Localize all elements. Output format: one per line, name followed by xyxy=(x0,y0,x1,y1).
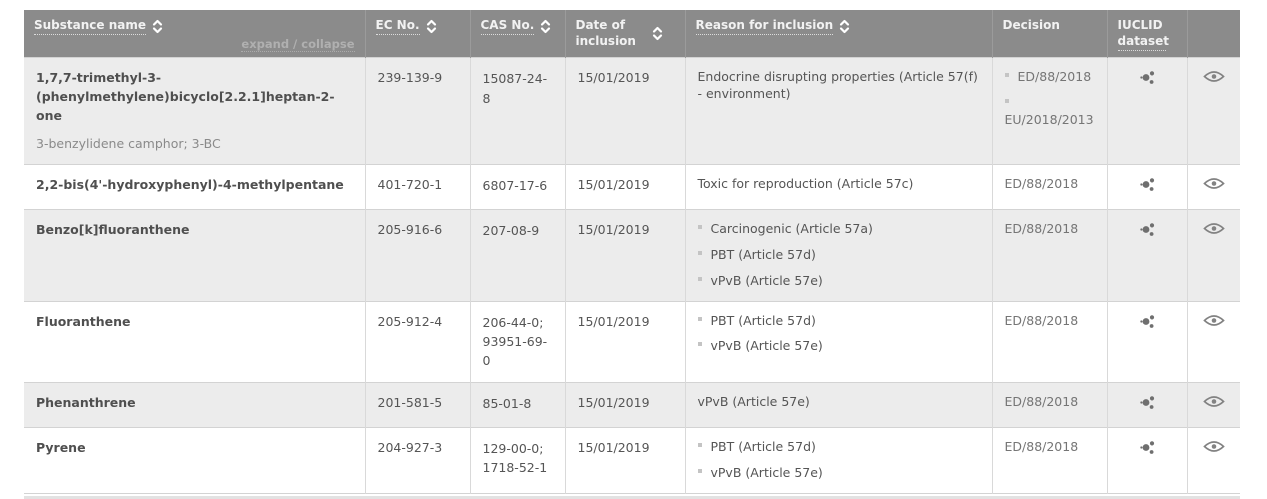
table-row xyxy=(24,301,1240,382)
view-details-eye-icon[interactable] xyxy=(1203,394,1225,409)
ec-number: 205-916-6 xyxy=(365,209,470,301)
iuclid-dataset-icon[interactable] xyxy=(1139,221,1156,238)
iuclid-dataset-icon[interactable] xyxy=(1139,69,1156,86)
cas-number-line: 85-01-8 xyxy=(482,395,532,411)
sort-chevrons-icon xyxy=(540,18,551,35)
reason-list xyxy=(698,313,980,356)
cas-number-line: 93951-69-0 xyxy=(482,333,548,369)
cas-number xyxy=(470,427,565,493)
date-of-inclusion: 15/01/2019 xyxy=(565,382,685,427)
reason-item: Carcinogenic (Article 57a) xyxy=(698,221,980,238)
view-details-eye-icon[interactable] xyxy=(1203,69,1225,84)
date-of-inclusion: 15/01/2019 xyxy=(565,58,685,164)
cas-number-line: 15087-24-8 xyxy=(482,71,548,106)
reason-item: vPvB (Article 57e) xyxy=(698,338,980,355)
view-details-eye-icon[interactable] xyxy=(1203,313,1225,328)
decision-item: EU/2018/2013 xyxy=(1005,95,1095,129)
sort-substance-name[interactable] xyxy=(34,17,355,35)
header-date-of-inclusion xyxy=(565,10,685,58)
ec-number: 204-927-3 xyxy=(365,427,470,493)
header-decision-label: Decision xyxy=(1002,18,1060,32)
ec-number: 239-139-9 xyxy=(365,58,470,164)
reason-item: Endocrine disrupting properties (Article 57(f) - environment) xyxy=(697,69,978,102)
decision-list xyxy=(1005,439,1095,456)
decision-item: ED/88/2018 xyxy=(1004,220,1079,236)
substance-name: Benzo[k]fluoranthene xyxy=(36,221,190,237)
decision-item: ED/88/2018 xyxy=(1004,175,1079,191)
ec-number: 205-912-4 xyxy=(365,301,470,382)
cas-number-line: 206-44-0; xyxy=(482,314,544,330)
ec-number: 201-581-5 xyxy=(365,382,470,427)
iuclid-dataset-icon[interactable] xyxy=(1139,394,1156,411)
decision-item: ED/88/2018 xyxy=(1004,312,1079,328)
header-row xyxy=(24,10,1240,58)
sort-chevrons-icon xyxy=(152,18,163,35)
decision-list xyxy=(1005,313,1095,330)
cas-number xyxy=(470,164,565,209)
substance-synonym: 3-benzylidene camphor; 3-BC xyxy=(36,135,221,151)
view-details-eye-icon[interactable] xyxy=(1203,439,1225,454)
next-row-edge xyxy=(24,496,1240,499)
substance-name: Phenanthrene xyxy=(36,394,136,410)
header-reason-label: Reason for inclusion xyxy=(696,17,834,35)
date-of-inclusion: 15/01/2019 xyxy=(565,301,685,382)
reason-list xyxy=(698,221,980,290)
reason-item: vPvB (Article 57e) xyxy=(697,393,810,409)
decision-item: ED/88/2018 xyxy=(1004,438,1079,454)
ec-number: 401-720-1 xyxy=(365,164,470,209)
header-substance-name xyxy=(24,10,365,58)
substance-name: 1,7,7-trimethyl-3-(phenylmethylene)bicyclo[2.2.1]heptan-2-one xyxy=(36,70,335,123)
decision-list xyxy=(1005,221,1095,238)
reason-item: vPvB (Article 57e) xyxy=(698,465,980,482)
view-details-eye-icon[interactable] xyxy=(1203,221,1225,236)
reason-item: vPvB (Article 57e) xyxy=(698,273,980,290)
decision-list xyxy=(1005,69,1095,129)
cas-number-line: 207-08-9 xyxy=(482,222,540,238)
table-row xyxy=(24,164,1240,209)
view-details-eye-icon[interactable] xyxy=(1203,176,1225,191)
header-actions xyxy=(1187,10,1240,58)
reason-item: PBT (Article 57d) xyxy=(698,247,980,264)
decision-item: ED/88/2018 xyxy=(1004,393,1079,409)
decision-item: ED/88/2018 xyxy=(1005,69,1095,86)
table-row xyxy=(24,382,1240,427)
expand-collapse-link[interactable]: expand / collapse xyxy=(241,37,355,52)
header-iuclid-label[interactable]: IUCLID dataset xyxy=(1118,17,1166,51)
header-substance-name-label: Substance name xyxy=(34,17,146,35)
header-cas-no xyxy=(470,10,565,58)
table-row xyxy=(24,427,1240,493)
date-of-inclusion: 15/01/2019 xyxy=(565,209,685,301)
iuclid-dataset-icon[interactable] xyxy=(1139,176,1156,193)
cas-number xyxy=(470,58,565,164)
reason-list xyxy=(698,394,980,411)
sort-chevrons-icon xyxy=(652,25,663,42)
substance-name: Pyrene xyxy=(36,439,86,455)
substance-name: 2,2-bis(4'-hydroxyphenyl)-4-methylpentane xyxy=(36,176,344,192)
reason-item: Toxic for reproduction (Article 57c) xyxy=(697,175,914,191)
table-row xyxy=(24,58,1240,164)
header-reason-for-inclusion xyxy=(685,10,992,58)
substance-name: Fluoranthene xyxy=(36,313,131,329)
date-of-inclusion: 15/01/2019 xyxy=(565,427,685,493)
sort-chevrons-icon xyxy=(426,18,437,35)
date-of-inclusion: 15/01/2019 xyxy=(565,164,685,209)
table-row xyxy=(24,209,1240,301)
reason-list xyxy=(698,439,980,482)
header-ec-no xyxy=(365,10,470,58)
reason-list xyxy=(698,69,980,103)
sort-ec-no[interactable] xyxy=(376,17,460,35)
cas-number xyxy=(470,382,565,427)
header-date-label: Date of inclusion xyxy=(575,18,636,49)
sort-date-of-inclusion[interactable] xyxy=(576,17,675,49)
cas-number-line: 129-00-0; xyxy=(482,440,544,456)
cas-number-line: 6807-17-6 xyxy=(482,177,548,193)
decision-list xyxy=(1005,394,1095,411)
cas-number-line: 1718-52-1 xyxy=(482,460,548,476)
sort-chevrons-icon xyxy=(839,18,850,35)
sort-cas-no[interactable] xyxy=(481,17,555,35)
reason-item: PBT (Article 57d) xyxy=(698,439,980,456)
table-body xyxy=(24,58,1240,493)
sort-reason-for-inclusion[interactable] xyxy=(696,17,982,35)
reason-item: PBT (Article 57d) xyxy=(698,313,980,330)
candidate-list-table xyxy=(24,10,1240,494)
header-cas-no-label: CAS No. xyxy=(481,17,535,35)
cas-number xyxy=(470,209,565,301)
header-decision xyxy=(992,10,1107,58)
cas-number xyxy=(470,301,565,382)
iuclid-dataset-icon[interactable] xyxy=(1139,313,1156,330)
iuclid-dataset-icon[interactable] xyxy=(1139,439,1156,456)
reason-list xyxy=(698,176,980,193)
decision-list xyxy=(1005,176,1095,193)
header-ec-no-label: EC No. xyxy=(376,17,420,35)
header-iuclid-dataset xyxy=(1107,10,1187,58)
